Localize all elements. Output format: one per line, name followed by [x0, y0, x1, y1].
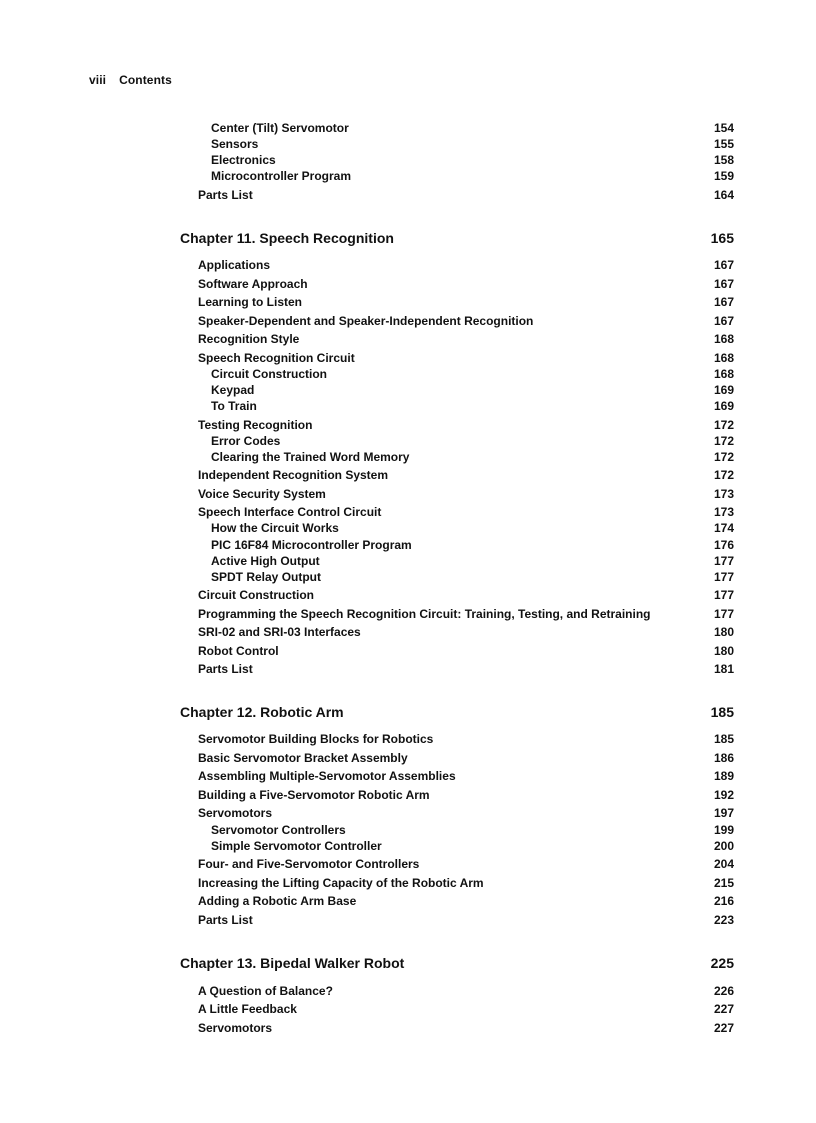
- chapter-title: Chapter 13. Bipedal Walker Robot: [180, 955, 405, 971]
- toc-entry-title: Active High Output: [211, 554, 320, 568]
- toc-entry-page: 192: [713, 788, 734, 802]
- toc-entry-title: Software Approach: [198, 277, 308, 291]
- toc-entry-page: 169: [713, 383, 734, 397]
- toc-entry-page: 215: [713, 876, 734, 890]
- toc-entry-page: 186: [713, 751, 734, 765]
- running-head-title: Contents: [119, 73, 172, 87]
- toc-entry-title: Speech Recognition Circuit: [198, 351, 355, 365]
- toc-entry-page: 158: [713, 153, 734, 167]
- toc-entry-title: Speaker-Dependent and Speaker-Independent Recognition: [198, 314, 534, 328]
- toc-entry-title: Building a Five-Servomotor Robotic Arm: [198, 788, 430, 802]
- toc-entry-page: 223: [713, 913, 734, 927]
- toc-entry-page: 167: [713, 295, 734, 309]
- toc-entry-title: Basic Servomotor Bracket Assembly: [198, 751, 408, 765]
- toc-entry-page: 164: [713, 188, 734, 202]
- toc-entry-page: 227: [713, 1002, 734, 1016]
- toc-entry-page: 180: [713, 644, 734, 658]
- chapter-page: 165: [710, 230, 734, 246]
- toc-entry-title: Programming the Speech Recognition Circuit: Training, Testing, and Retraining: [198, 607, 651, 621]
- toc-entry-page: 172: [713, 434, 734, 448]
- toc-entry-title: Robot Control: [198, 644, 279, 658]
- toc-entry-page: 173: [713, 487, 734, 501]
- toc-entry-page: 155: [713, 137, 734, 151]
- toc-entry-title: Servomotors: [198, 806, 273, 820]
- toc-entry-title: Recognition Style: [198, 332, 300, 346]
- toc-entry-page: 177: [713, 588, 734, 602]
- toc-entry-page: 172: [713, 418, 734, 432]
- toc-entry-title: SRI-02 and SRI-03 Interfaces: [198, 625, 361, 639]
- page-number: viii: [89, 73, 107, 87]
- toc-entry-title: Voice Security System: [198, 487, 326, 501]
- toc-entry-title: Independent Recognition System: [198, 468, 389, 482]
- toc-entry-page: 169: [713, 399, 734, 413]
- toc-entry-title: Assembling Multiple-Servomotor Assemblies: [198, 769, 456, 783]
- toc-entry-title: Microcontroller Program: [211, 169, 352, 183]
- toc-entry-page: 167: [713, 277, 734, 291]
- toc-entry-page: 168: [713, 367, 734, 381]
- toc-entry-page: 174: [713, 521, 734, 535]
- toc-entry-title: Increasing the Lifting Capacity of the Robotic Arm: [198, 876, 484, 890]
- toc-entry-page: 226: [713, 984, 734, 998]
- toc-entry-page: 176: [713, 538, 734, 552]
- toc-entry-page: 177: [713, 570, 734, 584]
- toc-entry-page: 204: [713, 857, 734, 871]
- toc-entry-title: Parts List: [198, 913, 253, 927]
- toc-entry-page: 185: [713, 732, 734, 746]
- toc-entry-title: Testing Recognition: [198, 418, 313, 432]
- toc-entry-title: Circuit Construction: [211, 367, 327, 381]
- toc-entry-title: Clearing the Trained Word Memory: [211, 450, 410, 464]
- toc-entry-title: Simple Servomotor Controller: [211, 839, 382, 853]
- toc-entry-title: SPDT Relay Output: [211, 570, 322, 584]
- toc-entry-title: Center (Tilt) Servomotor: [211, 121, 349, 135]
- toc-entry-title: Circuit Construction: [198, 588, 314, 602]
- toc-entry-page: 180: [713, 625, 734, 639]
- toc-entry-title: Speech Interface Control Circuit: [198, 505, 382, 519]
- toc-entry-page: 177: [713, 554, 734, 568]
- toc-entry-page: 177: [713, 607, 734, 621]
- toc-entry-title: To Train: [211, 399, 257, 413]
- toc-entry-page: 168: [713, 332, 734, 346]
- running-head: [89, 73, 172, 87]
- toc-entry-page: 200: [713, 839, 734, 853]
- toc-entry-page: 172: [713, 468, 734, 482]
- toc-entry-title: Keypad: [211, 383, 255, 397]
- toc-entry-page: 159: [713, 169, 734, 183]
- toc-entry-title: Parts List: [198, 188, 253, 202]
- toc-entry-title: How the Circuit Works: [211, 521, 339, 535]
- toc-entry-page: 167: [713, 258, 734, 272]
- toc-entry-title: Applications: [198, 258, 271, 272]
- toc-entry-title: Servomotor Controllers: [211, 823, 346, 837]
- toc-entry-title: Electronics: [211, 153, 276, 167]
- chapter-page: 185: [710, 704, 734, 720]
- chapter-page: 225: [710, 955, 734, 971]
- toc-entry-page: 227: [713, 1021, 734, 1035]
- toc-entry-page: 181: [713, 662, 734, 676]
- toc-entry-page: 216: [713, 894, 734, 908]
- toc-entry-page: 199: [713, 823, 734, 837]
- toc-entry-title: Parts List: [198, 662, 253, 676]
- toc-entry-title: Servomotor Building Blocks for Robotics: [198, 732, 434, 746]
- toc-entry-page: 197: [713, 806, 734, 820]
- toc-entry-page: 154: [713, 121, 734, 135]
- toc-entry-page: 173: [713, 505, 734, 519]
- toc-entry-title: Learning to Listen: [198, 295, 303, 309]
- toc-entry-title: Servomotors: [198, 1021, 273, 1035]
- chapter-title: Chapter 12. Robotic Arm: [180, 704, 344, 720]
- toc-entry-title: A Question of Balance?: [198, 984, 333, 998]
- toc-entry-title: Adding a Robotic Arm Base: [198, 894, 357, 908]
- toc-entry-title: PIC 16F84 Microcontroller Program: [211, 538, 412, 552]
- toc-entry-page: 167: [713, 314, 734, 328]
- toc-entry-page: 172: [713, 450, 734, 464]
- toc-entry-page: 189: [713, 769, 734, 783]
- toc-entry-page: 168: [713, 351, 734, 365]
- chapter-title: Chapter 11. Speech Recognition: [180, 230, 394, 246]
- toc-entry-title: Sensors: [211, 137, 259, 151]
- toc-entry-title: Four- and Five-Servomotor Controllers: [198, 857, 420, 871]
- toc-entry-title: A Little Feedback: [198, 1002, 297, 1016]
- toc-entry-title: Error Codes: [211, 434, 281, 448]
